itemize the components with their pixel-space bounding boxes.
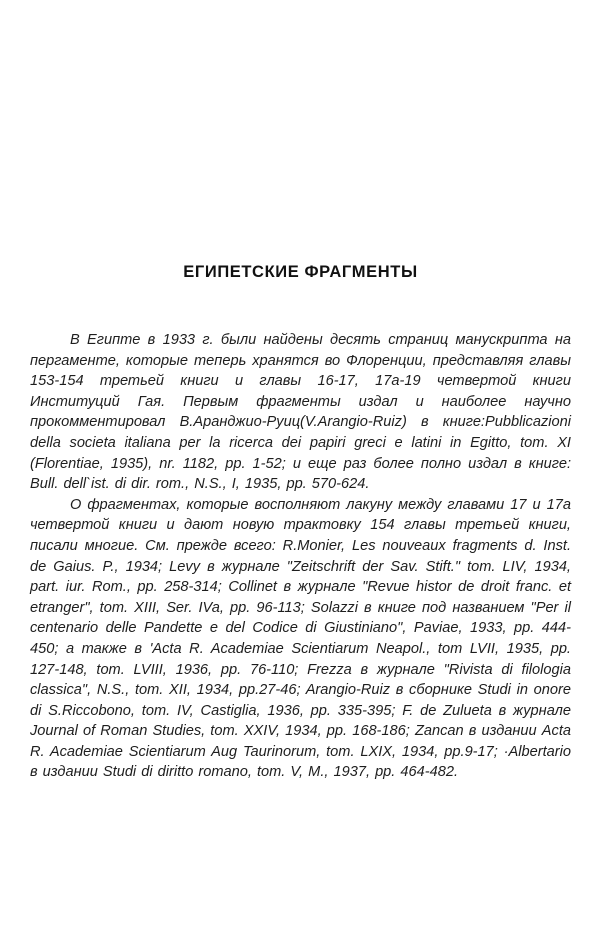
paragraph-bibliography: О фрагментах, которые восполняют лакуну между главами 17 и 17а четвертой книги и дают новую трактовку 154 главы третьей книги, писали многие. См. прежде всего: R.Monier, Les nouveaux fragments d. Inst. de Gaius. P., 1934; Levy в журнале "Zeitschrift der Sav. Stift." tom. LIV, 1934, part. iur. Rom., pp. 258-314; Collinet в журнале "Revue histor de droit franc. et etranger", tom. XIII, Ser. IVa, pp. 96-113; Solazzi в книге под названием "Per il centenario delle Pandette e del Codice di Giustiniano", Paviae, 1933, pp. 444-450; а также в 'Acta R. Academiae Scientiarum Neapol., tom LVII, 1935, pp. 127-148, tom. LVIII, 1936, pp. 76-110; Frezza в журнале "Rivista di filologia classica", N.S., tom. XII, 1934, pp.27-46; Arangio-Ruiz в сборнике Studi in onore di S.Riccobono, tom. IV, Castiglia, 1936, pp. 335-395; F. de Zulueta в журнале Journal of Roman Studies, tom. XXIV, 1934, pp. 168-186; Zancan в издании Acta R. Academiae Scientiarum Aug Taurinorum, tom. LXIX, 1934, pp.9-17; ·Albertario в издании Studi di diritto romano, tom. V, M., 1937, pp. 464-482.: [30, 496, 571, 781]
page-title: ЕГИПЕТСКИЕ ФРАГМЕНТЫ: [183, 263, 418, 281]
paragraph-intro: В Египте в 1933 г. были найдены десять страниц манускрипта на пергаменте, которые теперь хранятся во Флоренции, представляя главы 153-154 третьей книги и главы 16-17, 17а-19 четвертой книги Институций Гая. Первым фрагменты издал и наиболее научно прокомментировал В.Аранджио-Руиц(V.Arangio-Ruiz) в книге:Pubblicazioni della societa italiana per la ricerca dei papiri greci e latini in Egitto, tom. XI (Florentiae, 1935), nr. 1182, pp. 1-52; и еще раз более полно издал в книге: Bull. dell`ist. di dir. rom., N.S., I, 1935, pp. 570-624.: [30, 332, 571, 493]
